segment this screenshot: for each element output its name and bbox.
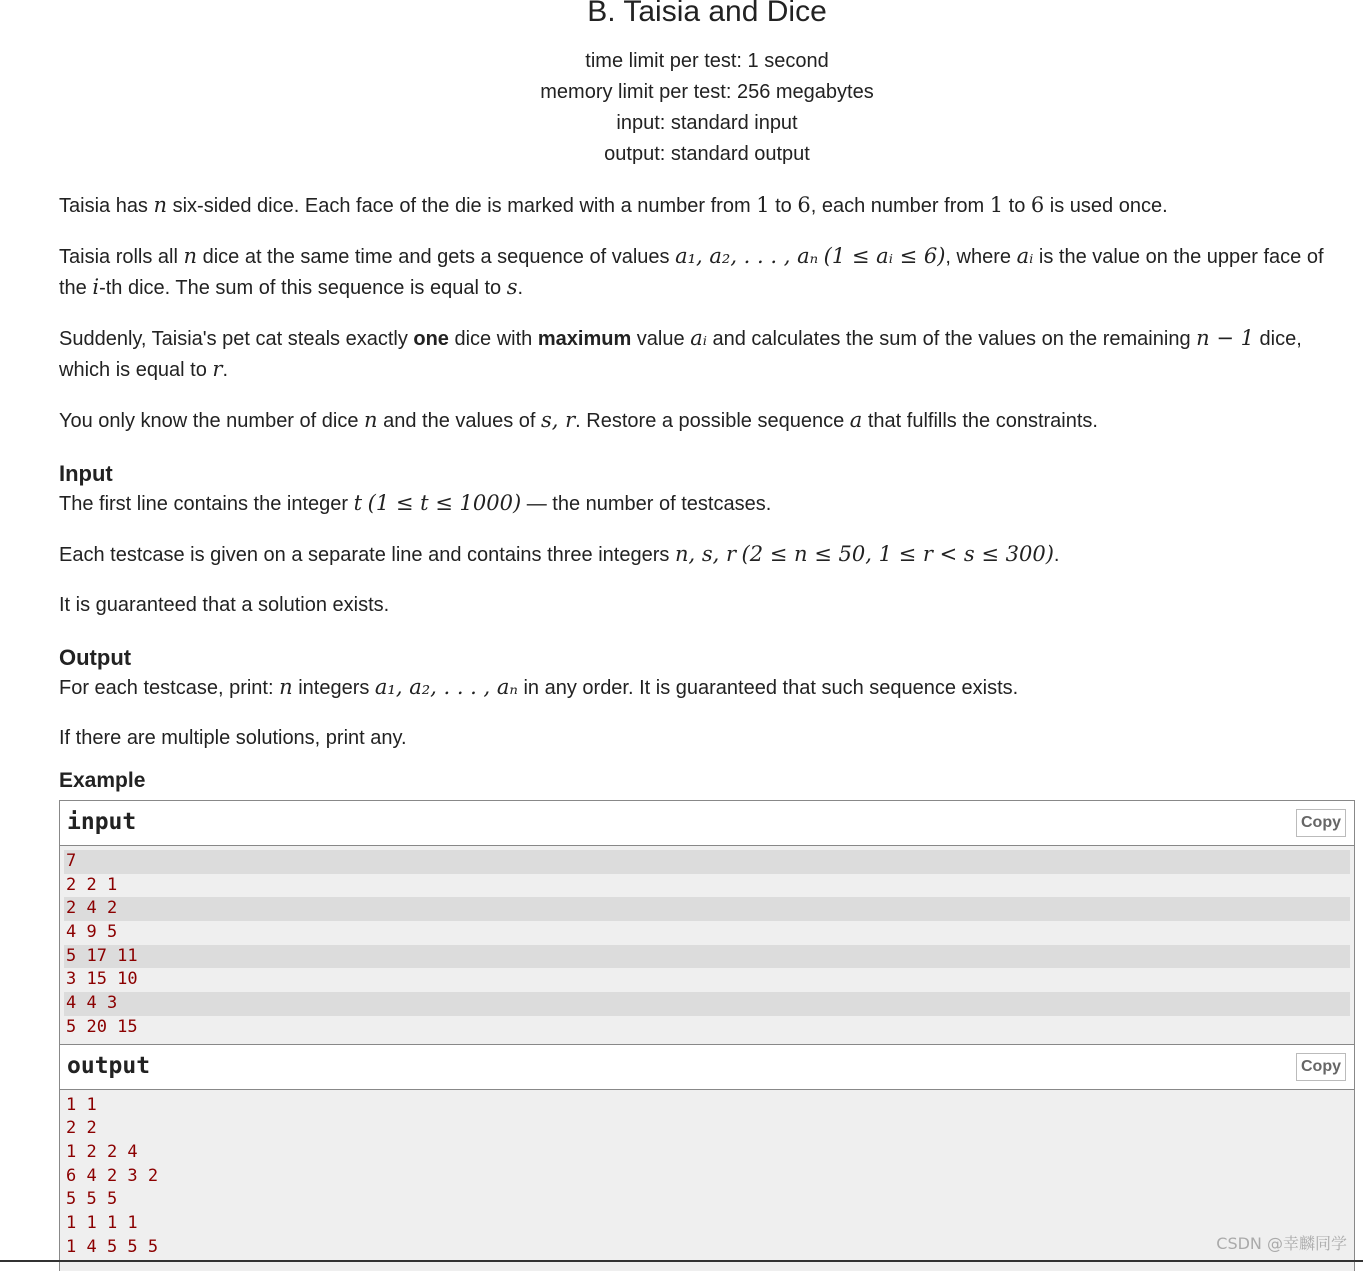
statement-paragraph-1: Taisia has n six-sided dice. Each face of the die is marked with a number from 1 to 6, each number from 1 to 6 is used once. — [59, 193, 1168, 217]
input-line: 7 — [64, 850, 1350, 874]
input-section-title: Input — [59, 461, 113, 486]
output-paragraph-2: If there are multiple solutions, print any. — [59, 727, 407, 749]
output-line: 1 4 5 5 5 — [66, 1236, 159, 1257]
example-title: Example — [59, 769, 146, 792]
input-line: 2 4 2 — [64, 897, 1350, 921]
input-line: 4 4 3 — [64, 992, 1350, 1016]
output-paragraph-1: For each testcase, print: n integers a₁, a₂, . . . , aₙ in any order. It is guaranteed that such sequence exists. — [59, 675, 1019, 699]
copy-input-button[interactable]: Copy — [1296, 809, 1346, 837]
statement-paragraph-2: Taisia rolls all n dice at the same time and gets a sequence of values a₁, a₂, . . . , aₙ (1 ≤ aᵢ ≤ 6), where aᵢ is the value on the upper face of the i-th dice. The sum of this sequence is equal to s. — [59, 244, 1324, 299]
output-line: 5 5 5 — [66, 1189, 118, 1210]
output-line: 1 1 — [66, 1094, 97, 1115]
statement-paragraph-4: You only know the number of dice n and the values of s, r. Restore a possible sequence a that fulfills the constraints. — [59, 408, 1098, 432]
time-limit: time limit per test: 1 second — [585, 50, 829, 72]
problem-header — [0, 0, 1363, 170]
memory-limit: memory limit per test: 256 megabytes — [540, 81, 874, 103]
statement-paragraph-3: Suddenly, Taisia's pet cat steals exactly one dice with maximum value aᵢ and calculates the sum of the values on the remaining n − 1 dice, which is equal to r. — [59, 326, 1302, 381]
output-sample-body[interactable] — [60, 1090, 1354, 1264]
input-line: 5 20 15 — [66, 1016, 138, 1037]
output-line: 6 4 2 3 2 — [66, 1165, 159, 1186]
input-sample-body[interactable] — [60, 846, 1354, 1044]
input-line: 5 17 11 — [64, 945, 1350, 969]
output-section-title: Output — [59, 645, 132, 670]
input-sample-header — [60, 801, 1354, 846]
input-paragraph-3: It is guaranteed that a solution exists. — [59, 594, 390, 616]
input-file: input: standard input — [616, 112, 798, 134]
output-sample-label: output — [67, 1052, 151, 1079]
input-paragraph-2: Each testcase is given on a separate line and contains three integers n, s, r (2 ≤ n ≤ 50, 1 ≤ r < s ≤ 300). — [59, 542, 1060, 566]
output-line: 1 1 1 1 — [66, 1212, 138, 1233]
input-line: 4 9 5 — [66, 922, 118, 943]
input-line: 2 2 1 — [66, 874, 118, 895]
watermark: CSDN @幸麟同学 — [1216, 1234, 1347, 1253]
problem-statement — [59, 190, 1349, 773]
input-paragraph-1: The first line contains the integer t (1 ≤ t ≤ 1000) — the number of testcases. — [59, 491, 772, 515]
output-sample-header — [60, 1044, 1354, 1090]
input-line: 3 15 10 — [66, 969, 138, 990]
input-sample-label: input — [67, 809, 137, 835]
output-line: 2 2 — [66, 1118, 97, 1139]
output-line: 1 2 2 4 — [66, 1141, 138, 1162]
example-box — [59, 800, 1355, 1271]
copy-output-button[interactable]: Copy — [1296, 1053, 1346, 1081]
problem-title: B. Taisia and Dice — [587, 0, 827, 28]
output-file: output: standard output — [604, 143, 810, 165]
